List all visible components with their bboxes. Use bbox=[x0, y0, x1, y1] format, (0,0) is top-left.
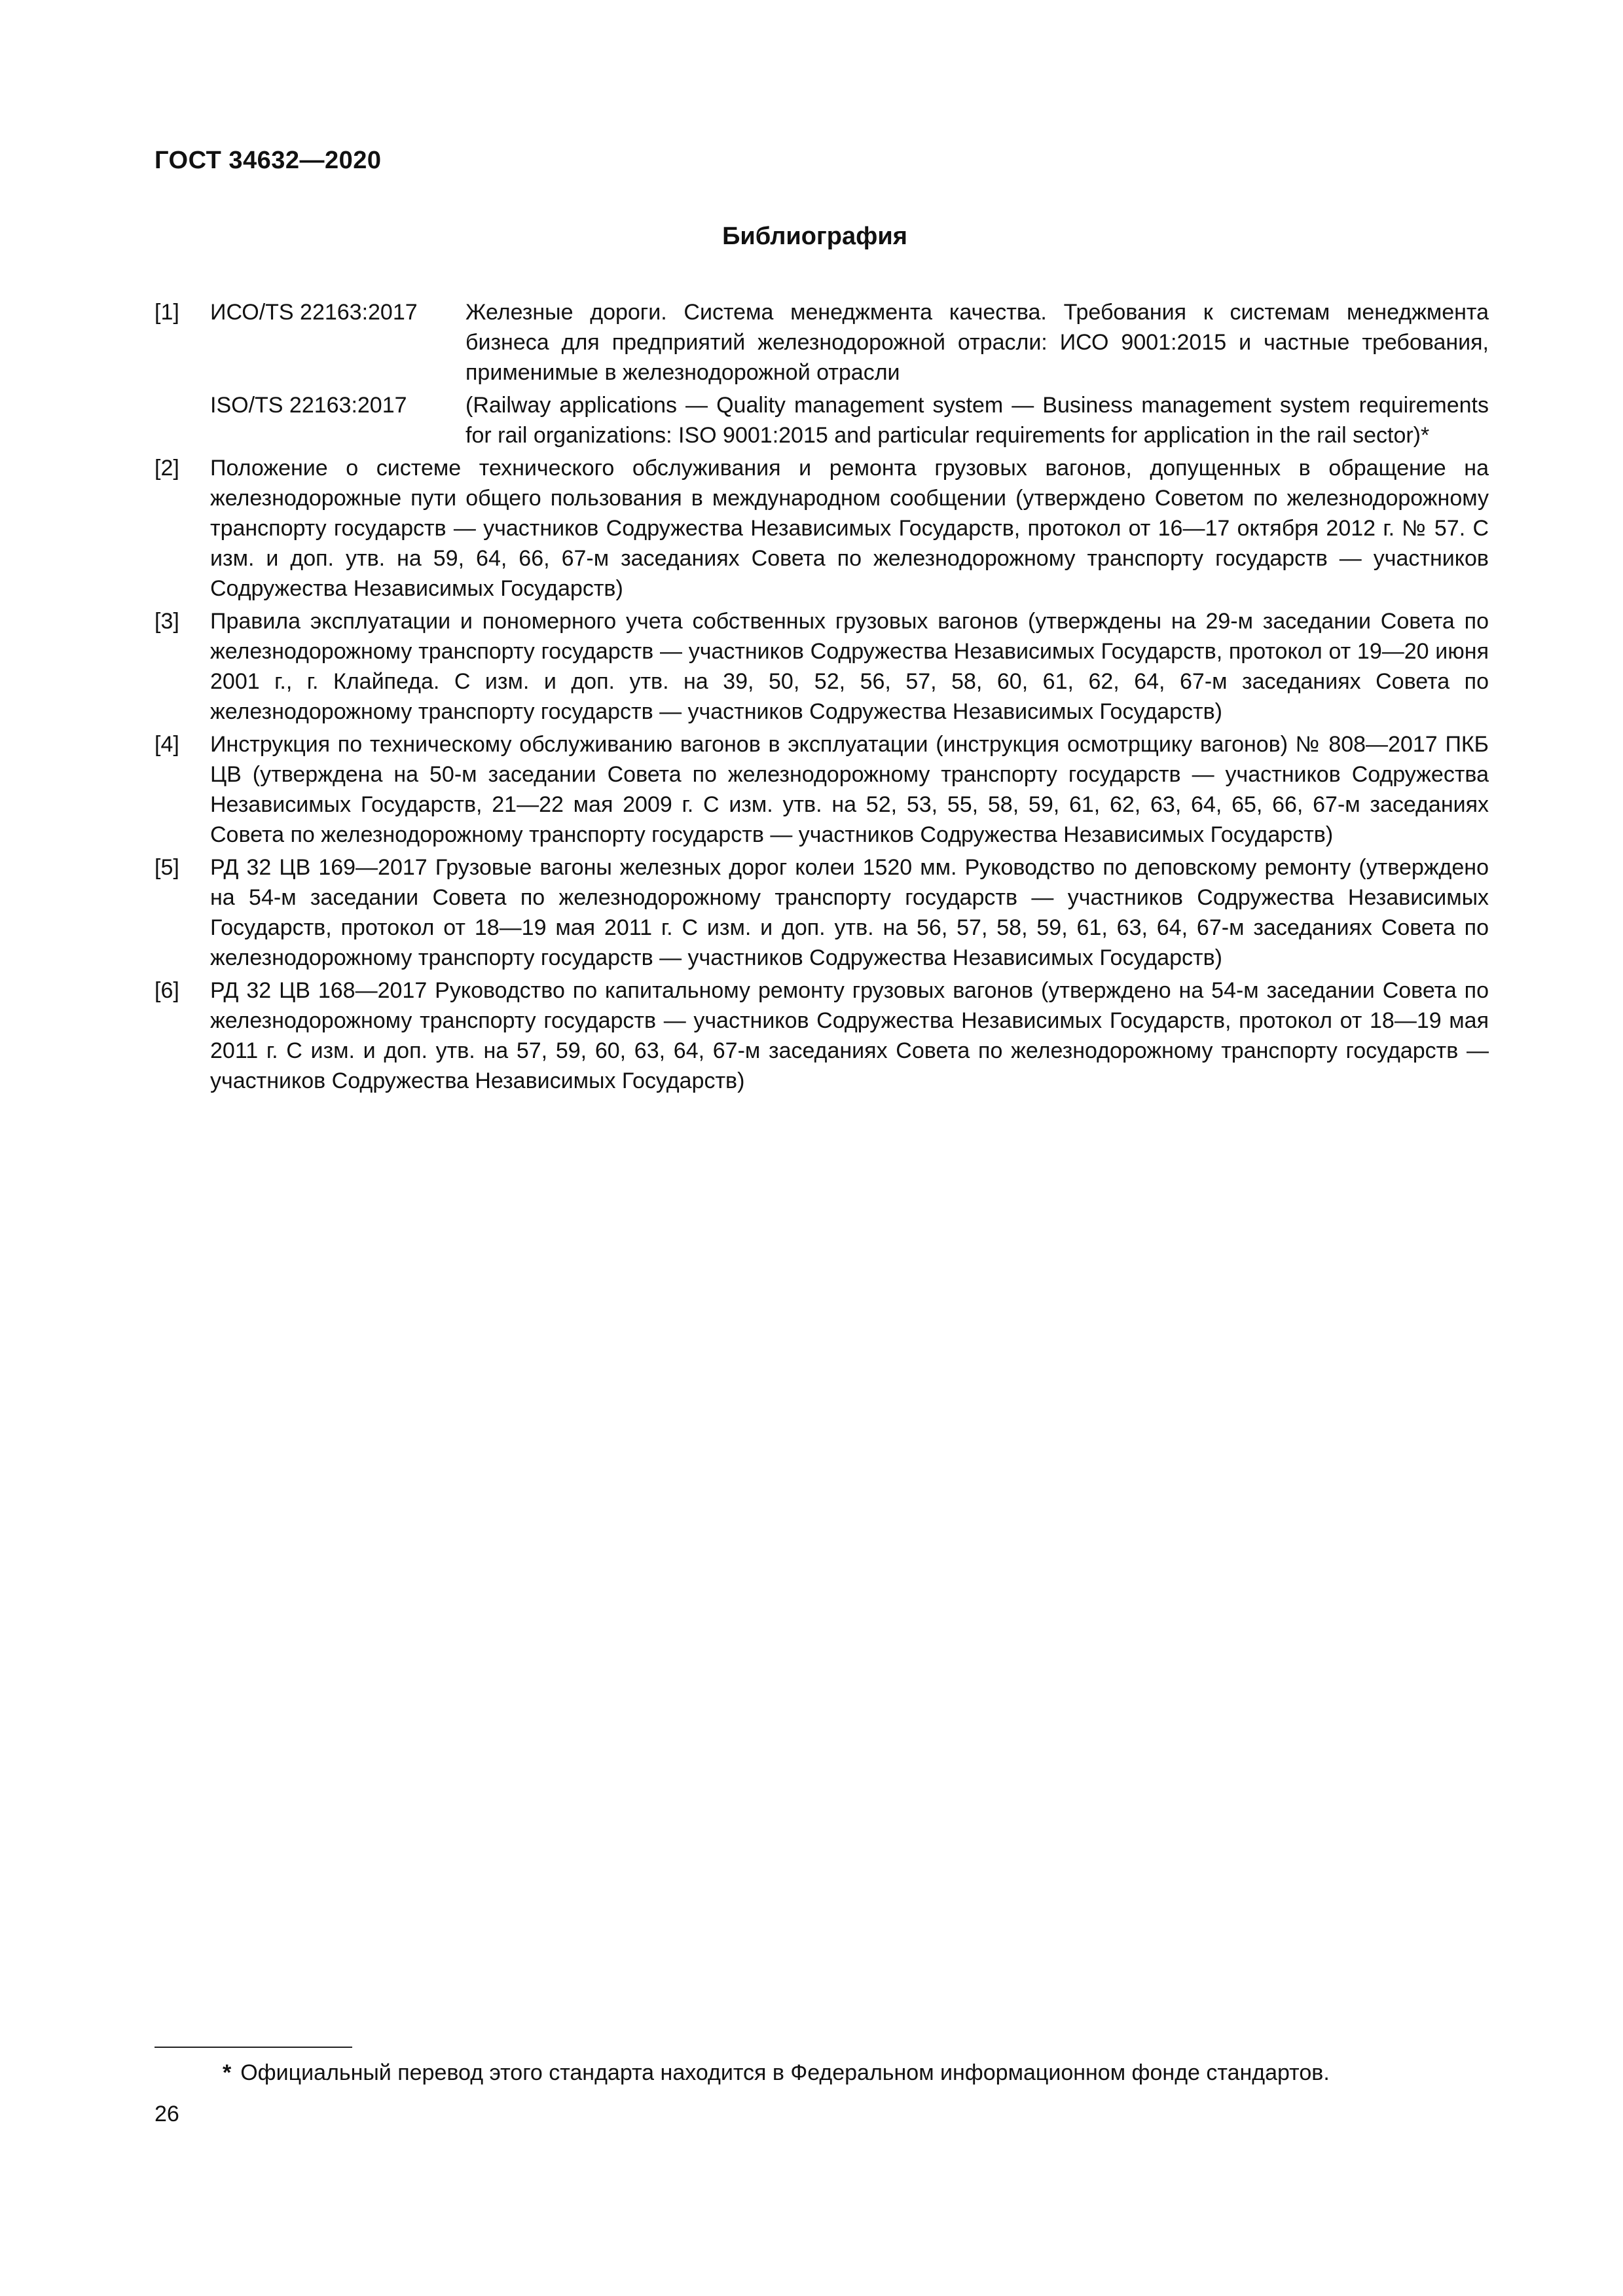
bibliography-entry bbox=[155, 453, 1489, 604]
entry-number: [3] bbox=[155, 609, 179, 634]
footnote-separator bbox=[155, 2047, 352, 2048]
standard-code: ИСО/TS 22163:2017 bbox=[210, 300, 418, 325]
entry-text: РД 32 ЦВ 169—2017 Грузовые вагоны железных дорог колеи 1520 мм. Руководство по деповскому ремонту (утверждено на 54-м заседании Совета по железнодорожному транспорту государств — участников Содружества Независимых Государств, протокол от 18—19 мая 2011 г. С изм. и доп. утв. на 56, 57, 58, 59, 61, 63, 64, 67-м заседаниях Совета по железнодорожному транспорту государств — участников Содружества Независимых Государств) bbox=[210, 855, 1489, 970]
bibliography-entry bbox=[155, 297, 1489, 450]
standard-description: (Railway applications — Quality management system — Business management system requirements for rail organizations: ISO 9001:2015 and particular requirements for application in the rail sector)* bbox=[465, 393, 1489, 448]
footnote-marker: * bbox=[223, 2060, 232, 2085]
bibliography-list bbox=[155, 297, 1489, 1099]
entry-text: РД 32 ЦВ 168—2017 Руководство по капитальному ремонту грузовых вагонов (утверждено на 54-м заседании Совета по железнодорожному транспорту государств — участников Содружества Независимых Государств, протокол от 18—19 мая 2011 г. С изм. и доп. утв. на 57, 59, 60, 63, 64, 67-м заседаниях Совета по железнодорожному транспорту государств — участников Содружества Независимых Государств) bbox=[210, 978, 1489, 1093]
standard-designation: ГОСТ 34632—2020 bbox=[155, 147, 382, 174]
entry-sub-row bbox=[210, 297, 1489, 388]
entry-number: [5] bbox=[155, 855, 179, 880]
footnote bbox=[223, 2058, 1330, 2087]
entry-body bbox=[210, 297, 1489, 450]
bibliography-entry bbox=[155, 729, 1489, 850]
entry-text: Правила эксплуатации и пономерного учета собственных грузовых вагонов (утверждены на 29-м заседании Совета по железнодорожному транспорту государств — участников Содружества Независимых Государств, протокол от 19—20 июня 2001 г., г. Клайпеда. С изм. и доп. утв. на 39, 50, 52, 56, 57, 58, 60, 61, 62, 64, 67-м заседаниях Совета по железнодорожному транспорту государств — участников Содружества Независимых Государств) bbox=[210, 609, 1489, 724]
bibliography-entry bbox=[155, 975, 1489, 1096]
entry-number: [1] bbox=[155, 300, 179, 325]
footnote-text: Официальный перевод этого стандарта находится в Федеральном информационном фонде стандартов. bbox=[240, 2060, 1330, 2085]
entry-number: [4] bbox=[155, 732, 179, 757]
section-title: Библиография bbox=[722, 223, 907, 250]
entry-text: Инструкция по техническому обслуживанию вагонов в эксплуатации (инструкция осмотрщику вагонов) № 808—2017 ПКБ ЦВ (утверждена на 50-м заседании Совета по железнодорожному транспорту государств — участников Содружества Независимых Государств, 21—22 мая 2009 г. С изм. утв. на 52, 53, 55, 58, 59, 61, 62, 63, 64, 65, 66, 67-м заседаниях Совета по железнодорожному транспорту государств — участников Содружества Независимых Государств) bbox=[210, 732, 1489, 847]
entry-number: [2] bbox=[155, 456, 179, 481]
entry-number: [6] bbox=[155, 978, 179, 1003]
bibliography-entry bbox=[155, 606, 1489, 727]
page-number: 26 bbox=[155, 2102, 179, 2126]
entry-text: Положение о системе технического обслуживания и ремонта грузовых вагонов, допущенных в обращение на железнодорожные пути общего пользования в международном сообщении (утверждено Советом по железнодорожному транспорту государств — участников Содружества Независимых Государств, протокол от 16—17 октября 2012 г. № 57. С изм. и доп. утв. на 59, 64, 66, 67-м заседаниях Совета по железнодорожному транспорту государств — участников Содружества Независимых Государств) bbox=[210, 456, 1489, 601]
standard-description: Железные дороги. Система менеджмента качества. Требования к системам менеджмента бизнеса для предприятий железнодорожной отрасли: ИСО 9001:2015 и частные требования, применимые в железнодорожной отрасли bbox=[465, 300, 1489, 385]
bibliography-entry bbox=[155, 852, 1489, 973]
entry-sub-row bbox=[210, 390, 1489, 450]
standard-code: ISO/TS 22163:2017 bbox=[210, 393, 407, 418]
